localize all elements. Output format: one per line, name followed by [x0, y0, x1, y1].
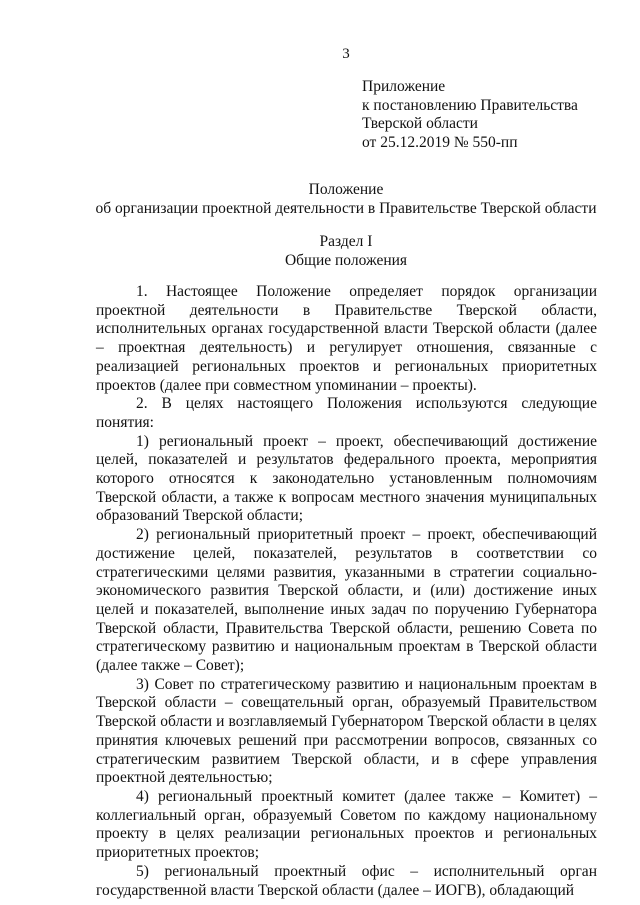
title-line: об организации проектной деятельности в Правительстве Тверской области [95, 200, 597, 217]
paragraph: 1) региональный проект – проект, обеспечивающий достижение целей, показателей и результатов федерального проекта, мероприятия которого относятся к законодательно установленным полномочиям Тверской области, а также к вопросам местного значения муниципальных образований Тверской области; [96, 432, 597, 525]
appendix-block [362, 78, 578, 152]
appendix-line: Тверской области [362, 115, 478, 132]
appendix-line: к постановлению Правительства [362, 96, 578, 114]
paragraph: 3) Совет по стратегическому развитию и национальным проектам в Тверской области – совещательный орган, образуемый Правительством Тверской области и возглавляемый Губернатором Тверской области в целях принятия ключевых решений при рассмотрении вопросов, связанных со стратегическим развитием Тверской области, и в сфере управления проектной деятельностью; [96, 675, 597, 787]
appendix-line: от 25.12.2019 № 550-пп [362, 133, 518, 151]
paragraph: 2) региональный приоритетный проект – проект, обеспечивающий достижение целей, показателей, результатов в соответствии со стратегическими целями развития, указанными в стратегии социально-экономического развития Тверской области, и (или) достижение иных целей и показателей, выполнение иных задач по поручению Губернатора Тверской области, Правительства Тверской области, решению Совета по стратегическому развитию и национальным проектам в Тверской области (далее также – Совет); [96, 526, 597, 675]
document-title [0, 180, 640, 218]
appendix-line: Приложение [362, 78, 446, 95]
paragraph: 4) региональный проектный комитет (далее также – Комитет) – коллегиальный орган, образуемый Советом по каждому национальному проекту в целях реализации региональных проектов и региональных приоритетных проектов; [96, 787, 597, 862]
section-heading [0, 232, 640, 270]
body-text [96, 283, 597, 900]
page-number: 3 [342, 46, 350, 62]
paragraph: 5) региональный проектный офис – исполнительный орган государственной власти Тверской области (далее – ИОГВ), обладающий [96, 862, 597, 899]
section-name: Общие положения [284, 252, 408, 269]
section-number: Раздел I [319, 233, 373, 250]
paragraph: 1. Настоящее Положение определяет порядок организации проектной деятельности в Правительстве Тверской области, исполнительных органах государственной власти Тверской области (далее – проектная деятельность) и регулирует отношения, связанные с реализацией региональных проектов и региональных приоритетных проектов (далее при совместном упоминании – проекты). [96, 283, 597, 394]
title-line: Положение [308, 181, 384, 198]
paragraph: 2. В целях настоящего Положения используются следующие понятия: [96, 395, 597, 431]
